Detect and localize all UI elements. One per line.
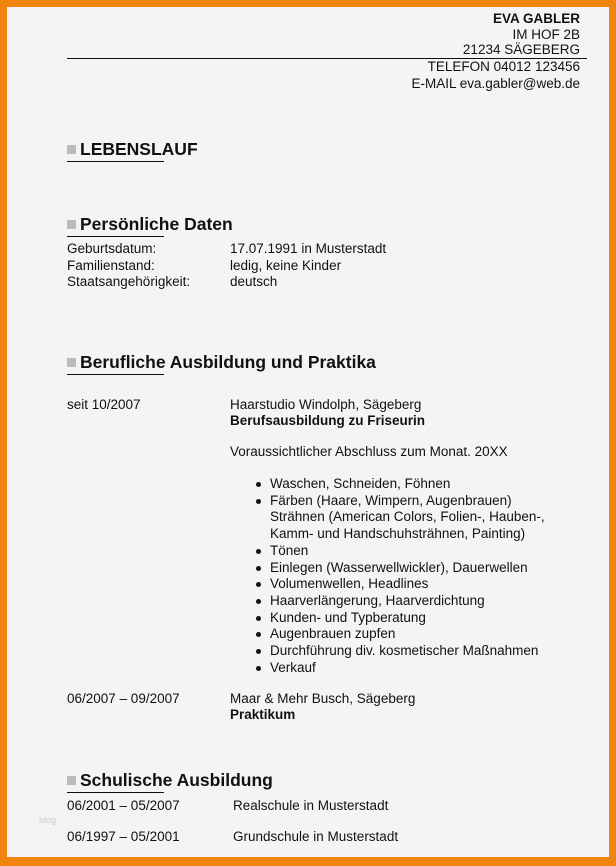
list-item: Kamm- und Handschuhsträhnen, Painting) bbox=[270, 526, 526, 542]
school-name: Grundschule in Musterstadt bbox=[233, 829, 399, 844]
list-item: Volumenwellen, Headlines bbox=[256, 576, 545, 593]
value-birthdate: 17.07.1991 in Musterstadt bbox=[230, 241, 387, 256]
list-item: Tönen bbox=[256, 543, 545, 560]
entry-date: seit 10/2007 bbox=[67, 397, 141, 412]
header-city: 21234 SÄGEBERG bbox=[462, 42, 580, 57]
header-phone: TELEFON 04012 123456 bbox=[427, 59, 580, 74]
label-marital-status: Familienstand: bbox=[67, 258, 155, 273]
section-heading-school: Schulische Ausbildung bbox=[67, 770, 273, 790]
list-item: Kunden- und Typberatung bbox=[256, 610, 545, 627]
entry-date: 06/2007 – 09/2007 bbox=[67, 691, 180, 706]
section-heading-career: Berufliche Ausbildung und Praktika bbox=[67, 352, 376, 372]
value-nationality: deutsch bbox=[230, 274, 278, 289]
entry-role: Praktikum bbox=[230, 707, 296, 722]
page-title: LEBENSLAUF bbox=[67, 139, 198, 159]
entry-note: Voraussichtlicher Abschluss zum Monat. 20XX bbox=[230, 444, 508, 459]
watermark: blog bbox=[39, 815, 57, 825]
entry-company: Haarstudio Windolph, Sägeberg bbox=[230, 397, 422, 412]
value-marital-status: ledig, keine Kinder bbox=[230, 258, 342, 273]
header-email: E-MAIL eva.gabler@web.de bbox=[411, 76, 580, 91]
header-name: EVA GABLER bbox=[492, 11, 580, 26]
entry-role: Berufsausbildung zu Friseurin bbox=[230, 413, 426, 428]
list-item: Strähnen (American Colors, Folien-, Hauben-, bbox=[270, 509, 545, 525]
list-item: Verkauf bbox=[256, 660, 545, 677]
list-item: Augenbrauen zupfen bbox=[256, 626, 545, 643]
resume-page bbox=[7, 7, 609, 857]
school-date: 06/1997 – 05/2001 bbox=[67, 829, 180, 844]
list-item: Waschen, Schneiden, Föhnen bbox=[256, 476, 545, 493]
task-list bbox=[256, 476, 545, 676]
list-item: Durchführung div. kosmetischer Maßnahmen bbox=[256, 643, 545, 660]
list-item: Einlegen (Wasserwellwickler), Dauerwellen bbox=[256, 560, 545, 577]
label-nationality: Staatsangehörigkeit: bbox=[67, 274, 191, 289]
entry-company: Maar & Mehr Busch, Sägeberg bbox=[230, 691, 416, 706]
list-item: Haarverlängerung, Haarverdichtung bbox=[256, 593, 545, 610]
school-name: Realschule in Musterstadt bbox=[233, 798, 389, 813]
bullet-square-icon bbox=[67, 145, 76, 154]
label-birthdate: Geburtsdatum: bbox=[67, 241, 157, 256]
bullet-square-icon bbox=[67, 776, 76, 785]
list-item: Färben (Haare, Wimpern, Augenbrauen) bbox=[256, 493, 545, 510]
school-date: 06/2001 – 05/2007 bbox=[67, 798, 180, 813]
bullet-square-icon bbox=[67, 358, 76, 367]
header-street: IM HOF 2B bbox=[512, 27, 580, 42]
section-heading-personal: Persönliche Daten bbox=[67, 214, 233, 234]
bullet-square-icon bbox=[67, 220, 76, 229]
